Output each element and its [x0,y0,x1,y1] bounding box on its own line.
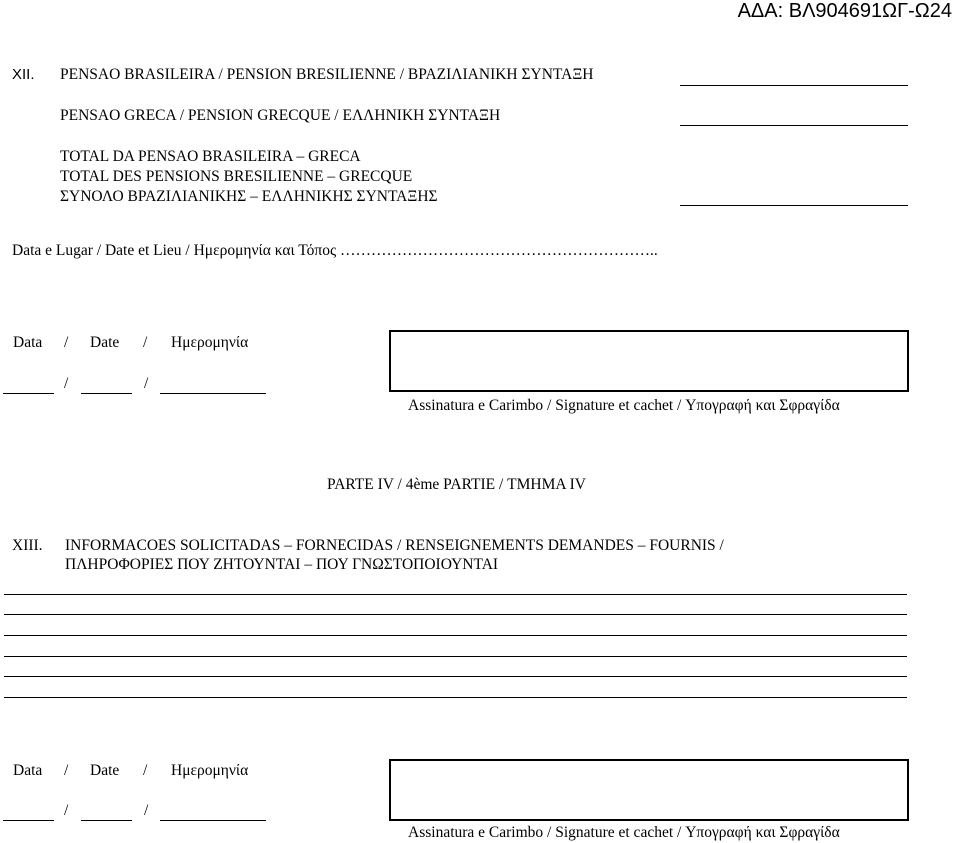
pension-greece-field[interactable] [680,125,908,126]
date-slash-2a: / [64,802,69,819]
date-label-1-w2: Date [90,334,120,351]
pension-brazil-label: PENSAO BRASILEIRA / PENSION BRESILIENNE / ΒΡΑΖΙΛΙΑΝΙΚΗ ΣΥΝΤΑΞΗ [60,66,594,83]
date-slash-2b: / [144,802,149,819]
info-line-4[interactable] [4,656,907,657]
date-label-2-s2: / [143,762,148,779]
date-year-field-1[interactable] [160,393,266,394]
date-month-field-1[interactable] [81,393,132,394]
info-line-6[interactable] [4,697,907,698]
section-number-13: XIII. [12,537,43,554]
total-label-pt: TOTAL DA PENSAO BRASILEIRA – GRECA [60,148,361,165]
date-label-2-s1: / [64,762,69,779]
info-line-2[interactable] [4,614,907,615]
date-month-field-2[interactable] [81,820,132,821]
part-title: PARTE IV / 4ème PARTIE / ΤΜΗΜΑ IV [327,476,586,493]
pension-brazil-field[interactable] [680,85,908,86]
date-label-1-s1: / [64,334,69,351]
date-label-2-w2: Date [90,762,120,779]
total-label-gr: ΣΥΝΟΛΟ ΒΡΑΖΙΛΙΑΝΙΚΗΣ – ΕΛΛΗΝΙΚΗΣ ΣΥΝΤΑΞΗΣ [60,188,438,205]
date-slash-1b: / [144,375,149,392]
signature-box-2[interactable] [389,759,909,821]
date-label-1-s2: / [143,334,148,351]
info-line-3[interactable] [4,635,907,636]
date-label-2-w3: Ημερομηνία [171,762,249,779]
place-date-text: Data e Lugar / Date et Lieu / Ημερομηνία και Τόπος [12,242,337,259]
signature-label-2: Assinatura e Carimbo / Signature et cachet / Υπογραφή και Σφραγίδα [408,824,840,841]
date-day-field-2[interactable] [3,820,54,821]
date-year-field-2[interactable] [160,820,266,821]
total-label-fr: TOTAL DES PENSIONS BRESILIENNE – GRECQUE [60,168,413,185]
place-date-label [12,242,658,260]
info-line-1[interactable] [4,594,907,595]
info-line-5[interactable] [4,676,907,677]
date-label-1-w3: Ημερομηνία [171,334,249,351]
section-number: XII. [12,66,35,83]
date-label-2-w1: Data [13,762,43,779]
info-heading-line1: INFORMACOES SOLICITADAS – FORNECIDAS / RENSEIGNEMENTS DEMANDES – FOURNIS / [65,537,724,554]
document-reference: ΑΔΑ: ΒΛ904691ΩΓ-Ω24 [737,0,952,22]
total-field[interactable] [680,205,908,206]
date-slash-1a: / [64,375,69,392]
info-heading-line2: ΠΛΗΡΟΦΟΡΙΕΣ ΠΟΥ ΖΗΤΟΥΝΤΑΙ – ΠΟΥ ΓΝΩΣΤΟΠΟΙΟΥΝΤΑΙ [65,556,499,573]
pension-greece-label: PENSAO GRECA / PENSION GRECQUE / ΕΛΛΗΝΙΚΗ ΣΥΝΤΑΞΗ [60,107,501,124]
date-day-field-1[interactable] [3,393,54,394]
place-date-dots: …………………………………………………….. [340,242,658,259]
signature-box-1[interactable] [389,330,909,392]
signature-label-1: Assinatura e Carimbo / Signature et cachet / Υπογραφή και Σφραγίδα [408,397,840,414]
date-label-1-w1: Data [13,334,43,351]
